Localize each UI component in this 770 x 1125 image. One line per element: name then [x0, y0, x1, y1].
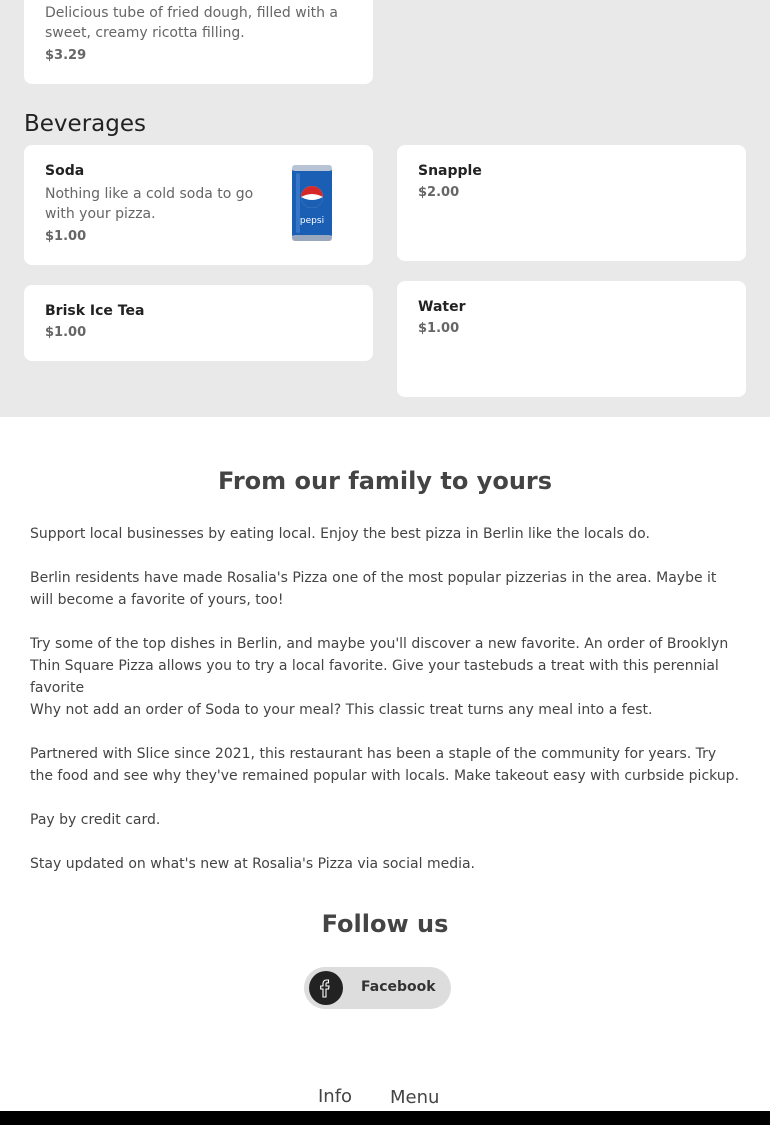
item-description: Nothing like a cold soda to go with your pizza.	[45, 186, 254, 222]
facebook-label: Facebook	[361, 979, 436, 995]
item-price: $2.00	[418, 185, 460, 200]
about-paragraph: Berlin residents have made Rosalia's Pizza one of the most popular pizzerias in the area. Maybe it will become a favorite of yours, too!	[30, 570, 717, 608]
item-name: Water	[418, 299, 466, 315]
facebook-icon	[309, 971, 343, 1005]
menu-item-soda[interactable]	[24, 145, 373, 265]
about-paragraph: Stay updated on what's new at Rosalia's Pizza via social media.	[30, 856, 475, 872]
about-title: From our family to yours	[217, 467, 553, 495]
footer-link-info[interactable]: Info	[318, 1086, 353, 1107]
soda-can-image	[289, 163, 335, 243]
item-price: $1.00	[45, 229, 87, 244]
item-price: $3.29	[45, 48, 87, 63]
about-paragraph: Why not add an order of Soda to your meal? This classic treat turns any meal into a fest.	[30, 702, 653, 718]
item-price: $1.00	[45, 325, 87, 340]
facebook-button[interactable]	[304, 967, 451, 1009]
menu-item-snapple[interactable]	[397, 145, 746, 261]
menu-item-brisk-ice-tea[interactable]	[24, 285, 373, 361]
about-paragraph: Pay by credit card.	[30, 812, 161, 828]
about-paragraph: Support local businesses by eating local. Enjoy the best pizza in Berlin like the locals do.	[30, 526, 650, 542]
bottom-bar	[0, 1111, 770, 1125]
item-description: Delicious tube of fried dough, filled with a sweet, creamy ricotta filling.	[45, 5, 338, 41]
item-name: Snapple	[418, 163, 482, 179]
menu-item-water[interactable]	[397, 281, 746, 397]
about-paragraph: Try some of the top dishes in Berlin, and maybe you'll discover a new favorite. An order of Brooklyn Thin Square Pizza allows you to try a local favorite. Give your tastebuds a treat with this perennial favorite	[30, 636, 729, 696]
menu-section	[0, 0, 770, 417]
footer-link-menu[interactable]: Menu	[390, 1087, 440, 1108]
follow-us-title: Follow us	[321, 910, 449, 938]
pepsi-label: pepsi	[299, 216, 325, 226]
section-heading-beverages: Beverages	[24, 111, 146, 137]
menu-item-card[interactable]	[24, 0, 373, 84]
item-name: Brisk Ice Tea	[45, 303, 145, 319]
item-name: Soda	[45, 163, 85, 179]
about-paragraph: Partnered with Slice since 2021, this restaurant has been a staple of the community for years. Try the food and see why they've remained popular with locals. Make takeout easy with curbside pickup.	[30, 746, 740, 784]
item-price: $1.00	[418, 321, 460, 336]
